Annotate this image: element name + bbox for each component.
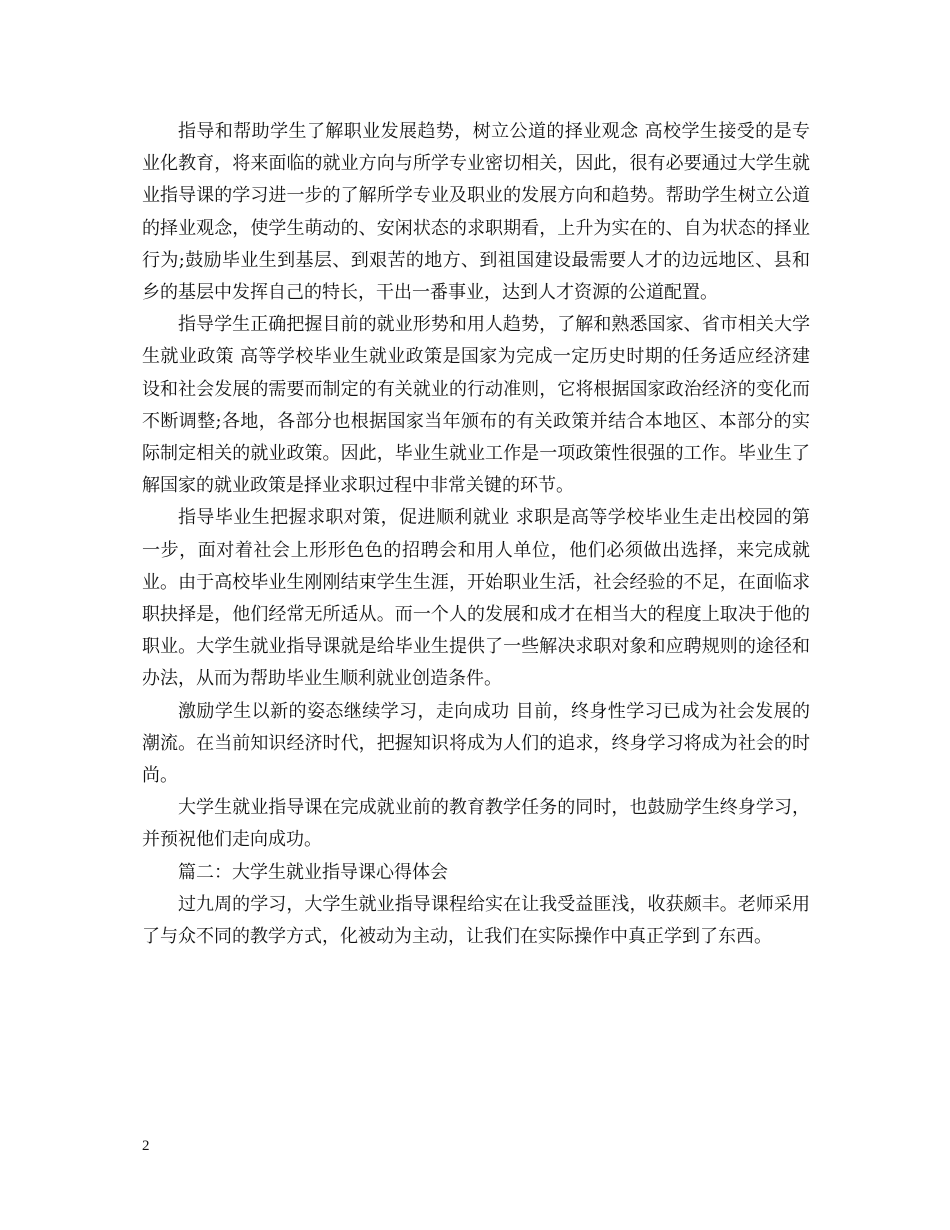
paragraph-career-trends: 指导和帮助学生了解职业发展趋势，树立公道的择业观念 高校学生接受的是专业化教育，将来面临的就业方向与所学专业密切相关，因此，很有必要通过大学生就业指导课的学习进一步的了解所学专业及职业的发展方向和趋势。帮助学生树立公道的择业观念，使学生萌动的、安闲状态的求职期看，上升为实在的、自为状态的择业行为;鼓励毕业生到基层、到艰苦的地方、到祖国建设最需要人才的边远地区、县和乡的基层中发挥自己的特长，干出一番事业，达到人才资源的公道配置。 [142,121,810,304]
paragraph-employment-policy: 指导学生正确把握目前的就业形势和用人趋势，了解和熟悉国家、省市相关大学生就业政策 高等学校毕业生就业政策是国家为完成一定历史时期的任务适应经济建设和社会发展的需要而制定的有关就业的行动准则，它将根据国家政治经济的变化而不断调整;各地，各部分也根据国家当年颁布的有关政策并结合本地区、本部分的实际制定相关的就业政策。因此，毕业生就业工作是一项政策性很强的工作。毕业生了解国家的就业政策是择业求职过程中非常关键的环节。 [142,314,810,497]
page-number: 2 [142,1138,150,1154]
paragraph-lifelong-learning: 激励学生以新的姿态继续学习，走向成功 目前，终身性学习已成为社会发展的潮流。在当前知识经济时代，把握知识将成为人们的追求，终身学习将成为社会的时尚。 [142,700,810,787]
document-body [142,116,810,953]
paragraph-job-strategy: 指导毕业生把握求职对策，促进顺利就业 求职是高等学校毕业生走出校园的第一步，面对着社会上形形色色的招聘会和用人单位，他们必须做出选择，来完成就业。由于高校毕业生刚刚结束学生生涯，开始职业生活，社会经验的不足，在面临求职抉择是，他们经常无所适从。而一个人的发展和成才在相当大的程度上取决于他的职业。大学生就业指导课就是给毕业生提供了一些解决求职对象和应聘规则的途径和办法，从而为帮助毕业生顺利就业创造条件。 [142,507,810,690]
paragraph-conclusion: 大学生就业指导课在完成就业前的教育教学任务的同时，也鼓励学生终身学习，并预祝他们走向成功。 [142,797,810,851]
section-heading-part-two: 篇二：大学生就业指导课心得体会 [178,861,448,883]
paragraph-course-reflection: 过九周的学习，大学生就业指导课程给实在让我受益匪浅，收获颇丰。老师采用了与众不同的教学方式，化被动为主动，让我们在实际操作中真正学到了东西。 [142,893,810,948]
